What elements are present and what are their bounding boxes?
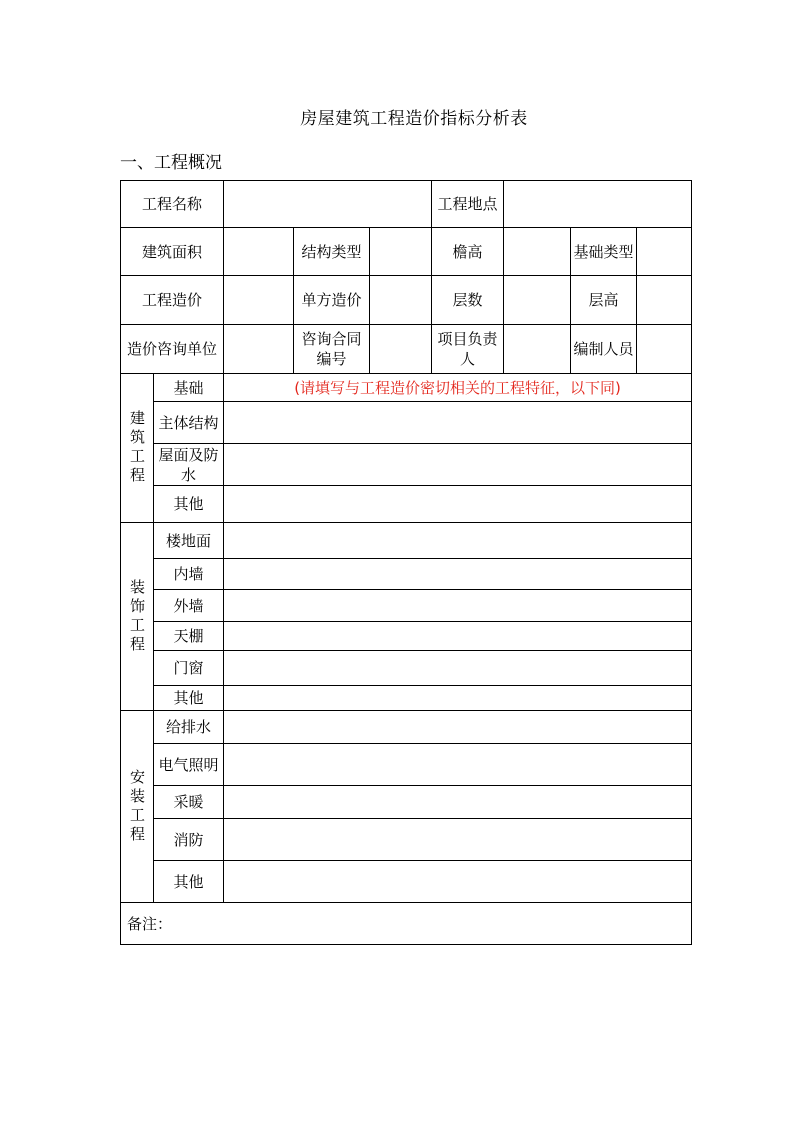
contract-no-label: 咨询合同编号 bbox=[294, 325, 370, 374]
structure-type-field[interactable] bbox=[370, 228, 432, 276]
building-item-other-field[interactable] bbox=[224, 486, 692, 523]
decoration-item-other-field[interactable] bbox=[224, 686, 692, 711]
project-manager-label: 项目负责人 bbox=[432, 325, 504, 374]
cost-index-table bbox=[120, 180, 692, 945]
section-heading: 一、工程概况 bbox=[120, 153, 222, 173]
installation-item-fire-protection-field[interactable] bbox=[224, 819, 692, 861]
project-manager-field[interactable] bbox=[504, 325, 571, 374]
installation-item-plumbing: 给排水 bbox=[154, 711, 224, 744]
project-location-label: 工程地点 bbox=[432, 181, 504, 228]
installation-item-other-field[interactable] bbox=[224, 861, 692, 903]
installation-item-other: 其他 bbox=[154, 861, 224, 903]
unit-cost-field[interactable] bbox=[370, 276, 432, 325]
remarks-label: 备注： bbox=[127, 914, 173, 933]
fill-instruction: (请填写与工程造价密切相关的工程特征，以下同) bbox=[294, 378, 621, 397]
building-item-roofing-field[interactable] bbox=[224, 444, 692, 486]
decoration-item-exterior-wall-field[interactable] bbox=[224, 590, 692, 622]
installation-item-fire-protection: 消防 bbox=[154, 819, 224, 861]
compiler-field[interactable] bbox=[637, 325, 692, 374]
eave-height-field[interactable] bbox=[504, 228, 571, 276]
floor-height-label: 层高 bbox=[571, 276, 637, 325]
installation-works-category bbox=[121, 711, 154, 903]
building-item-main-structure-field[interactable] bbox=[224, 402, 692, 444]
foundation-type-field[interactable] bbox=[637, 228, 692, 276]
eave-height-label: 檐高 bbox=[432, 228, 504, 276]
decoration-item-doors-windows: 门窗 bbox=[154, 651, 224, 686]
decoration-works-category bbox=[121, 523, 154, 711]
floor-height-field[interactable] bbox=[637, 276, 692, 325]
decoration-item-interior-wall: 内墙 bbox=[154, 559, 224, 590]
decoration-item-ceiling: 天棚 bbox=[154, 622, 224, 651]
building-works-category-text: 建筑工程 bbox=[128, 410, 146, 486]
installation-item-electrical-lighting-field[interactable] bbox=[224, 744, 692, 786]
decoration-item-floor: 楼地面 bbox=[154, 523, 224, 559]
floors-label: 层数 bbox=[432, 276, 504, 325]
installation-item-heating-field[interactable] bbox=[224, 786, 692, 819]
decoration-item-ceiling-field[interactable] bbox=[224, 622, 692, 651]
foundation-type-label: 基础类型 bbox=[571, 228, 637, 276]
decoration-works-category-text: 装饰工程 bbox=[128, 578, 146, 655]
building-works-category bbox=[121, 374, 154, 523]
project-cost-field[interactable] bbox=[224, 276, 294, 325]
building-item-foundation-field[interactable] bbox=[224, 374, 692, 402]
contract-no-field[interactable] bbox=[370, 325, 432, 374]
decoration-item-floor-field[interactable] bbox=[224, 523, 692, 559]
installation-works-category-text: 安装工程 bbox=[128, 768, 146, 845]
building-item-other: 其他 bbox=[154, 486, 224, 523]
project-location-field[interactable] bbox=[504, 181, 692, 228]
decoration-item-interior-wall-field[interactable] bbox=[224, 559, 692, 590]
structure-type-label: 结构类型 bbox=[294, 228, 370, 276]
installation-item-electrical-lighting: 电气照明 bbox=[154, 744, 224, 786]
unit-cost-label: 单方造价 bbox=[294, 276, 370, 325]
consulting-unit-label: 造价咨询单位 bbox=[121, 325, 224, 374]
consulting-unit-field[interactable] bbox=[224, 325, 294, 374]
building-item-main-structure: 主体结构 bbox=[154, 402, 224, 444]
building-item-foundation: 基础 bbox=[154, 374, 224, 402]
building-area-field[interactable] bbox=[224, 228, 294, 276]
installation-item-plumbing-field[interactable] bbox=[224, 711, 692, 744]
installation-item-heating: 采暖 bbox=[154, 786, 224, 819]
decoration-item-other: 其他 bbox=[154, 686, 224, 711]
project-name-field[interactable] bbox=[224, 181, 432, 228]
project-name-label: 工程名称 bbox=[121, 181, 224, 228]
floors-field[interactable] bbox=[504, 276, 571, 325]
decoration-item-doors-windows-field[interactable] bbox=[224, 651, 692, 686]
decoration-item-exterior-wall: 外墙 bbox=[154, 590, 224, 622]
project-cost-label: 工程造价 bbox=[121, 276, 224, 325]
building-area-label: 建筑面积 bbox=[121, 228, 224, 276]
building-item-roofing: 屋面及防水 bbox=[154, 444, 224, 486]
compiler-label: 编制人员 bbox=[571, 325, 637, 374]
remarks-field[interactable] bbox=[121, 903, 692, 945]
document-title: 房屋建筑工程造价指标分析表 bbox=[300, 109, 528, 129]
